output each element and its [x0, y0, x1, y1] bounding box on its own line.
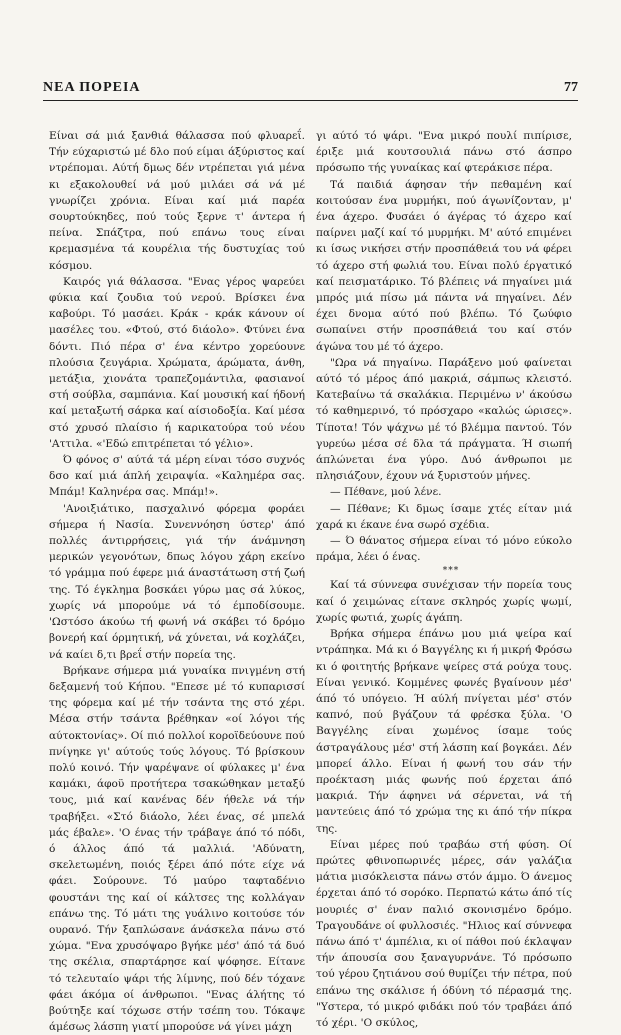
- page-number: 77: [564, 80, 578, 95]
- paragraph: Είναι μέρες πού τραβάω στή φύση. Οί πρώτες φθινοπωρινές μέρες, σάν γαλάζια μάτια μισόκλειστα πάνω στόν άμμο. Ό άνεμος έρχεται άπό τό σορόκο. Περπατώ κάτω άπό τίς μουριές σ' έναν παλιό σκονισμένο δρόμο. Τραγουδάνε οί φυλλοσιές. "Ηλιος καί σύννεφα πάνω άπό τ' άμπέλια, κι οί πάθοι πού έκλαψαν τήν άπουσία σου ξαναγυρνάνε. Τό πρόσωπο τού γέρου ζητιάνου σού θυμίζει τήν πέτρα, πού επάνω της σκάλισε ή όδύνη τό πέρασμά της. "Υστερα, τό μικρό φιδάκι πού τόν τραβάει άπό τό χέρι. 'Ο σκύλος,: [316, 838, 572, 1029]
- running-header: [43, 78, 578, 101]
- paragraph: Τά παιδιά άφησαν τήν πεθαμένη καί κοιτούσαν ένα μυρμήκι, πού άγωνίζονταν, μ' ένα άχερο. Φυσάει ό άγέρας τό άχερο καί παίρνει μαζί καί τό μυρμήκι. Μ' αύτό επιμένει κι ίσως νικήσει στήν προσπάθειά του νά φέρει τό άχερο στή φωλιά του. Είναι πολύ έργατικό καί πεισματάρικο. Τό βλέπεις νά πηγαίνει μιά μπρός μιά πίσω μά πάντα νά πηγαίνει. Δέν έχει δνομα αύτό πού βλέπω. Τό ζωύφιο σωπαίνει στήν προσπάθειά του καί στόν άγώνα του μέ τό άχερο.: [316, 178, 572, 353]
- paragraph: γι αύτό τό ψάρι. "Ενα μικρό πουλί πιπίρισε, έριξε μιά κουτσουλιά πάνω στό άσπρο πρόσωπο τής γυναίκας καί φτεράκισε πέρα.: [316, 130, 572, 175]
- dialogue-line: — Πέθανε, μού λένε.: [330, 486, 442, 499]
- paragraph: Ό φόνος σ' αύτά τά μέρη είναι τόσο συχνός δσο καί μιά άπλή χειραψία. «Καλημέρα σας. Μπάμ! Καληνέρα σας. Μπάμ!».: [49, 454, 305, 499]
- paragraph: "Ωρα νά πηγαίνω. Παράξενο μού φαίνεται αύτό τό μέρος άπό μακριά, σάμπως κλειστό. Κατεβαίνω τά σκαλάκια. Περιμένω ν' άκούσω τό καθημερινό, τό πρόσχαρο «καλώς ώρισες». Τίποτα! Τόν ψάχνω μέ τό βλέμμα παντού. Τόν γυρεύω μέσα σέ δλα τά πράγματα. Ή σιωπή άπλώνεται ένα γύρο. Δυό άνθρωποι με πλησιάζουν, έχουν νά ξυριστούν μήνες.: [316, 356, 572, 483]
- paragraph: Καί τά σύννεφα συνέχισαν τήν πορεία τους καί ό χειμώνας είτανε σκληρός χωρίς ψωμί, χωρίς φωτιά, χωρίς άγάπη.: [316, 579, 572, 624]
- journal-title: ΝΕΑ ΠΟΡΕΙΑ: [43, 80, 141, 95]
- dialogue-line: — Ό θάνατος σήμερα είναι τό μόνο εύκολο πράμα, λέει ό ένας.: [316, 535, 572, 564]
- left-column: [49, 128, 305, 1035]
- dialogue-line: — Πέθανε; Κι δμως ίσαμε χτές είταν μιά χαρά κι έκανε ένα σωρό σχέδια.: [316, 502, 572, 531]
- right-column: [316, 128, 572, 1031]
- paragraph: Βρήκα σήμερα έπάνω μου μιά ψείρα καί ντράπηκα. Μά κι ό Βαγγέλης κι ή μικρή Φρόσω κι ό φοιτητής βρήκανε ψείρες στά ρούχα τους. Είναι γενικό. Κομμένες φωνές βγαίνουν μέσ' άπό τό υπόγειο. Ή αύλή πνίγεται μέσ' στόν καπνό, πού βγάζουν τά φρέσκα ξύλα. 'Ο Βαγγέλης είναι χωμένος ίσαμε τούς άστραγάλους μέσ' στή λάσπη καί βογκάει. Δέν μπορεί άλλο. Είναι ή φωνή του σάν τήν προέκταση μιάς φωνής πού έρχεται άπό μακριά. Τήν άφηνει νά σέρνεται, νά τή μαντεύεις άπό τό χρώμα της κι άπό τήν πίκρα της.: [316, 628, 572, 835]
- paragraph: Καιρός γιά θάλασσα. "Ενας γέρος ψαρεύει φύκια καί ζουδια τού νερού. Βρίσκει ένα καβούρι. Τό μασάει. Κράκ - κράκ κάνουν οί μασέλες του. «Φτού, στό διάολο». Φτύνει ένα δόντι. Πιό πέρα σ' ένα κέντρο χορεύουνε πλούσια ζευγάρια. Χρώματα, άρώματα, άνθη, μετάξια, χιονάτα τραπεζομάντιλα, φασιανοί στή σούβλα, σαμπάνια. Καί μουσική καί ήδονή καί μεταξωτή σάρκα καί αίσιοδοξία. Καί μέσα στό χρυσό πλαίσιο ή καρικατούρα τού νέου 'Αττιλα. «'Εδώ επιτρέπεται τό γέλιο».: [49, 275, 305, 450]
- paragraph: 'Ανοιξιάτικο, πασχαλινό φόρεμα φοράει σήμερα ή Νασία. Συνεννόηση ύστερ' άπό πολλές άντιρρήσεις, γιά τήν άνάμνηση μερικών γεγονότων, δπως λόγου χάρη εκείνο τό γράμμα πού έφερε μιά άναστάτωση στή ζωή της. Τό έγκλημα βοσκάει γύρω μας σά λύκος, χωρίς νά μπορούμε νά τό έμποδίσουμε. 'Ωστόσο άκούω τή φωνή νά σκάβει τό δρόμο βονερή καί όρμητική, νά χύνεται, νά κοχλάζει, νά καίει δ,τι βρεΐ στήν πορεία της.: [49, 502, 305, 661]
- paragraph: Είναι σά μιά ξανθιά θάλασσα πού φλυαρεΐ. Τήν εύχαριστώ μέ δλο πού είμαι άξύριστος καί ντρέπομαι. Αύτή δμως δέν ντρέπεται γιά μένα κι εξακολουθεί νά μού μιλάει σά νά μέ γνωρίζει χρόνια. Είναι καί μιά παρέα σουρτούκηδες, πού τούς ξερνε τ' άντερα ή πείνα. Σπάζτρα, πού επάνω τους είναι κρεμασμένα τά κουρέλια τής δυστυχίας τού κόσμου.: [49, 130, 305, 272]
- paragraph: Βρήκανε σήμερα μιά γυναίκα πνιγμένη στή δεξαμενή τού Κήπου. "Επεσε μέ τό κυπαρισσί της φόρεμα καί μέ τήν τσάντα της στό χέρι. Μέσα στήν τσάντα βρέθηκαν «οί λόγοι τής αύτοκτονίας». Οί πιό πολλοί κοροϊδεύουνε πού πνίγηκε γι' αύτούς τούς λόγους. Τό βρίσκουν πολύ κοινό. Τήν ψαρέψανε οί φύλακες μ' ένα καμάκι, άφοϋ προτήτερα τσακώθηκαν μεταξύ τους, μιά καί κανένας δέν ήθελε νά τήν τραβήξει. «Στό διάολο, λέει ένας, σέ μπελά μάς έβαλε». 'Ο ένας τήν τράβαγε άπό τό πόδι, ό άλλος άπό τά μαλλιά. 'Αδύνατη, σκελετωμένη, ποιός ξέρει άπό πότε είχε νά φάει. Σούρουνε. Τό μαύρο ταφταδένιο φουστάνι της καί οί κάλτσες της κολλάγαν επάνω της. Τό μάτι της γυάλινο κοιτούσε τόν ουρανό. Τήν ξαπλώσανε άνάσκελα πάνω στό χώμα. "Ενα χρυσόψαρο βγήκε μέσ' άπό τά δυό της σκέλια, σπαρτάρησε καί ψόφησε. Είτανε τό τελευταίο ψάρι τής λίμνης, πού δέν τόχανε φάει άκόμα οί άνθρωποι. "Ενας άλήτης τό βούτηξε καί τόχωσε στήν τσέπη του. Τόκαψε άμέσως λάσπη γιατί μπορούσε νά γίνει μάχη: [49, 664, 305, 1034]
- section-separator: ***: [442, 566, 460, 577]
